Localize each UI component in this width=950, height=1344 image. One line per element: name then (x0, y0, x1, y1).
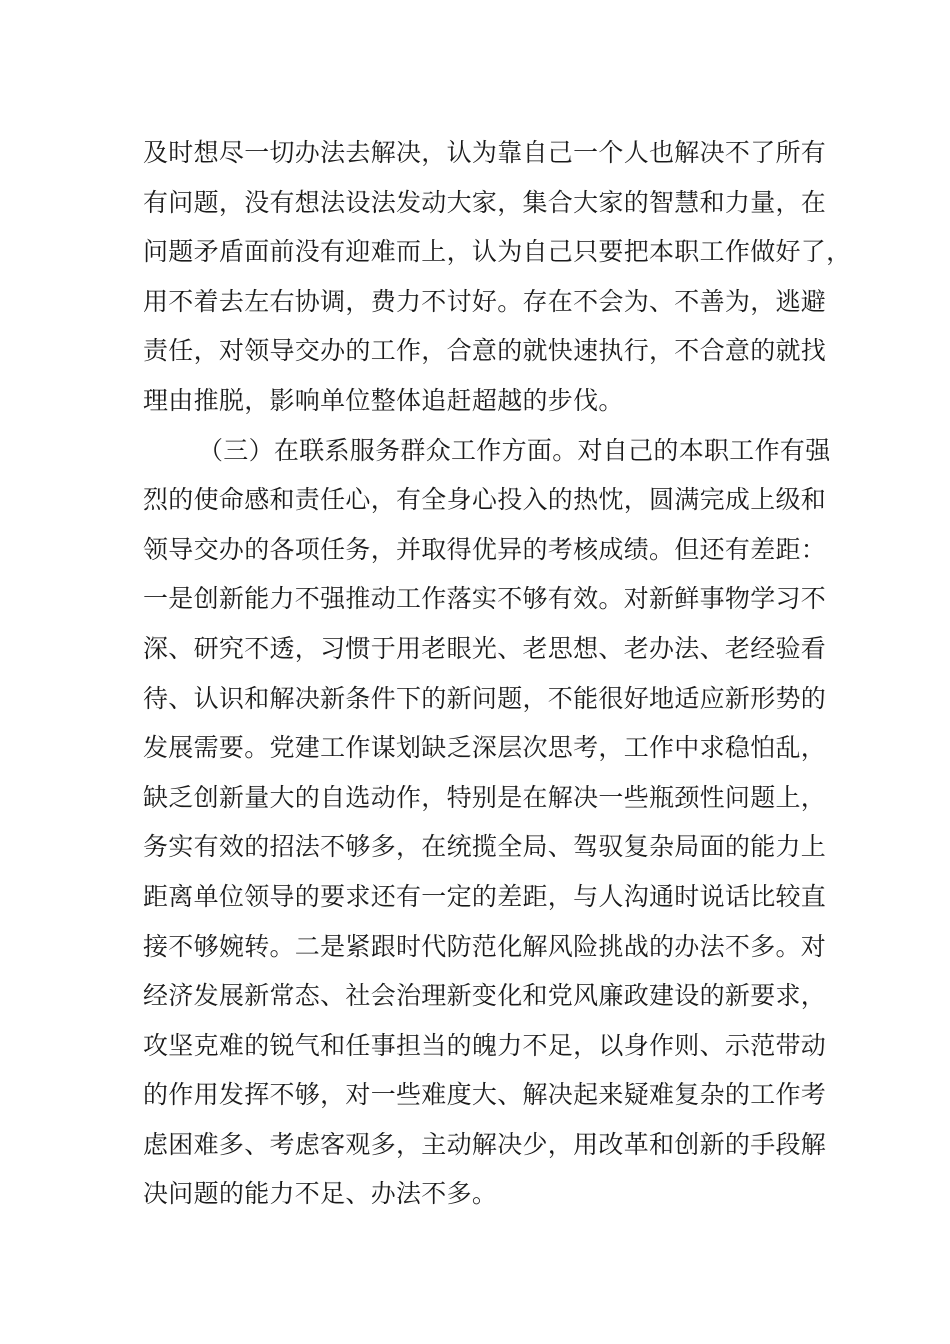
text-line: 接不够婉转。二是紧跟时代防范化解风险挑战的办法不多。对 (143, 931, 827, 961)
text-line: 发展需要。党建工作谋划缺乏深层次思考，工作中求稳怕乱， (143, 733, 827, 763)
section-heading-line: （三）在联系服务群众工作方面。对自己的本职工作有强 (198, 435, 831, 465)
text-line: 决问题的能力不足、办法不多。 (143, 1179, 498, 1209)
text-line: 有问题，没有想法设法发动大家，集合大家的智慧和力量，在 (143, 187, 827, 217)
text-line: 责任，对领导交办的工作，合意的就快速执行，不合意的就找 (143, 336, 827, 366)
text-line: 虑困难多、考虑客观多，主动解决少，用改革和创新的手段解 (143, 1129, 827, 1159)
text-line: 问题矛盾面前没有迎难而上，认为自己只要把本职工作做好了， (143, 237, 852, 267)
text-line: 一是创新能力不强推动工作落实不够有效。对新鲜事物学习不 (143, 584, 827, 614)
text-line: 的作用发挥不够，对一些难度大、解决起来疑难复杂的工作考 (143, 1080, 827, 1110)
text-line: 理由推脱，影响单位整体追赶超越的步伐。 (143, 385, 624, 415)
text-line: 经济发展新常态、社会治理新变化和党风廉政建设的新要求， (143, 981, 827, 1011)
text-line: 待、认识和解决新条件下的新问题，不能很好地适应新形势的 (143, 683, 827, 713)
text-line: 深、研究不透，习惯于用老眼光、老思想、老办法、老经验看 (143, 633, 827, 663)
text-line: 缺乏创新量大的自选动作，特别是在解决一些瓶颈性问题上， (143, 782, 827, 812)
text-line: 距离单位领导的要求还有一定的差距，与人沟通时说话比较直 (143, 881, 827, 911)
text-line: 务实有效的招法不够多，在统揽全局、驾驭复杂局面的能力上 (143, 832, 827, 862)
text-line: 用不着去左右协调，费力不讨好。存在不会为、不善为，逃避 (143, 286, 827, 316)
text-line: 领导交办的各项任务，并取得优异的考核成绩。但还有差距： (143, 534, 827, 564)
text-line: 及时想尽一切办法去解决，认为靠自己一个人也解决不了所有 (143, 138, 827, 167)
document-body (143, 128, 852, 1219)
text-line: 攻坚克难的锐气和任事担当的魄力不足，以身作则、示范带动 (143, 1030, 827, 1060)
text-line: 烈的使命感和责任心，有全身心投入的热忱，圆满完成上级和 (143, 485, 827, 515)
